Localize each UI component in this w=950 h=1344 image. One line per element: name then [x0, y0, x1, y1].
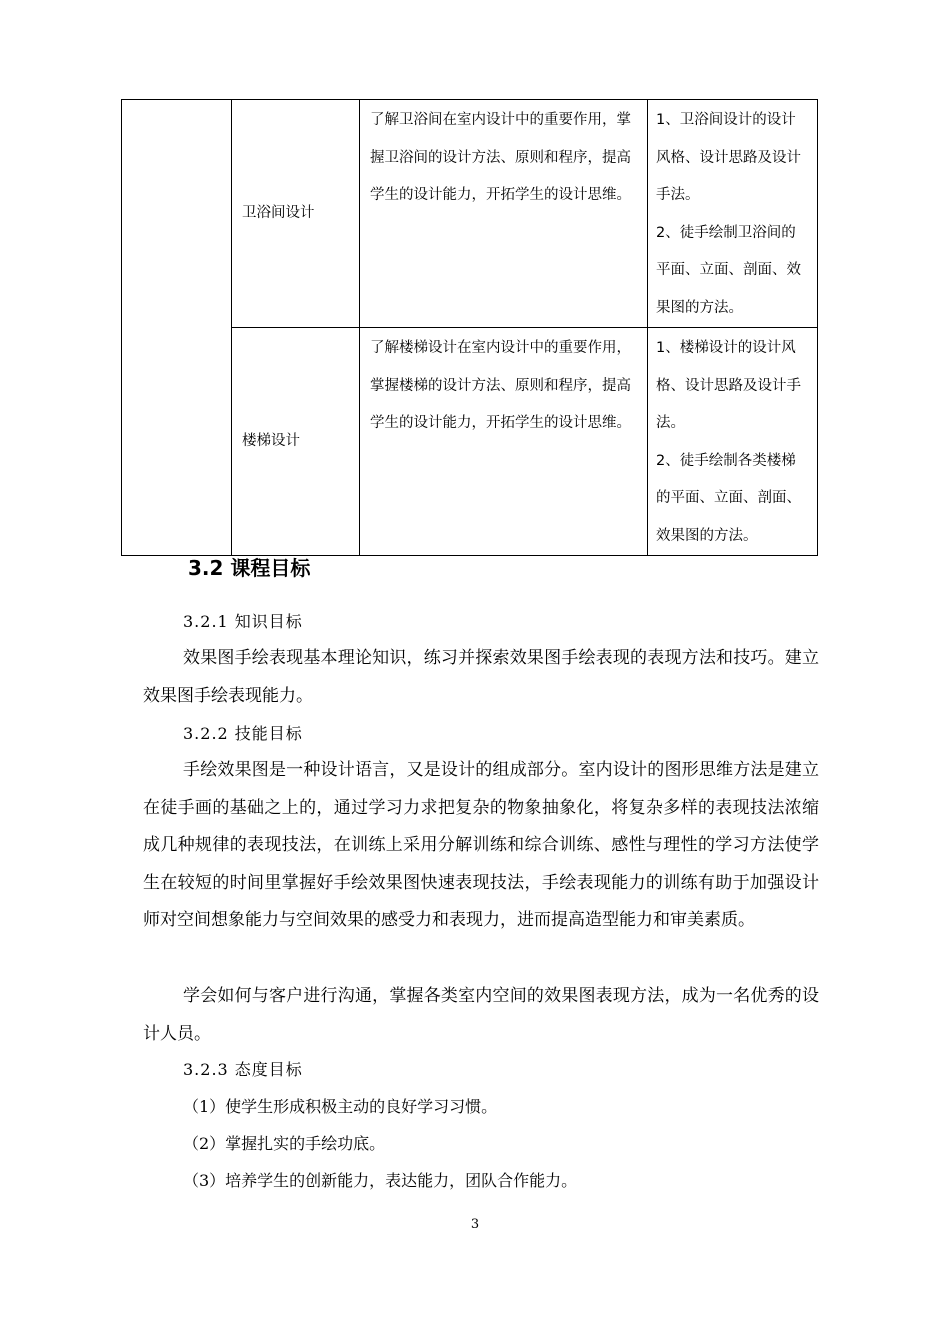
page-number: 3: [470, 1217, 480, 1232]
attitude-title: 3.2.3 态度目标: [183, 1060, 303, 1079]
section-heading: 3.2 课程目标: [188, 556, 311, 580]
knowledge-title: 3.2.1 知识目标: [183, 612, 303, 631]
table-cell-topic: [232, 328, 360, 556]
content-text: 1、楼梯设计的设计风格、设计思路及设计手法。: [656, 340, 801, 431]
skill-title: 3.2.2 技能目标: [183, 724, 303, 743]
table-cell-topic: [232, 100, 360, 328]
table-cell-goal: [360, 328, 648, 556]
skill-text-2: 学会如何与客户进行沟通，掌握各类室内空间的效果图表现方法，成为一名优秀的设计人员。: [143, 986, 819, 1044]
table-cell-empty: [122, 100, 232, 556]
topic-text: 楼梯设计: [242, 432, 300, 449]
attitude-item: （1）使学生形成积极主动的良好学习习惯。: [183, 1097, 498, 1116]
table-cell-goal: [360, 100, 648, 328]
content-text: 2、徒手绘制各类楼梯的平面、立面、剖面、效果图的方法。: [656, 452, 801, 544]
table-row: [122, 100, 818, 328]
course-content-table: [121, 99, 818, 556]
table-cell-content: [648, 328, 818, 556]
attitude-item: （3）培养学生的创新能力，表达能力，团队合作能力。: [183, 1171, 578, 1190]
skill-text-1: 手绘效果图是一种设计语言，又是设计的组成部分。室内设计的图形思维方法是建立在徒手画的基础之上的，通过学习力求把复杂的物象抽象化，将复杂多样的表现技法浓缩成几种规律的表现技法，在训练上采用分解训练和综合训练、感性与理性的学习方法使学生在较短的时间里掌握好手绘效果图快速表现技法，手绘表现能力的训练有助于加强设计师对空间想象能力与空间效果的感受力和表现力，进而提高造型能力和审美素质。: [143, 760, 819, 931]
table-cell-content: [648, 100, 818, 328]
goal-text: 了解楼梯设计在室内设计中的重要作用，掌握楼梯的设计方法、原则和程序，提高学生的设计能力，开拓学生的设计思维。: [370, 340, 631, 431]
knowledge-text: 效果图手绘表现基本理论知识，练习并探索效果图手绘表现的表现方法和技巧。建立效果图手绘表现能力。: [143, 648, 819, 706]
goal-text: 了解卫浴间在室内设计中的重要作用，掌握卫浴间的设计方法、原则和程序，提高学生的设计能力，开拓学生的设计思维。: [370, 112, 631, 203]
attitude-item: （2）掌握扎实的手绘功底。: [183, 1134, 386, 1153]
content-text: 1、卫浴间设计的设计风格、设计思路及设计手法。: [656, 112, 801, 203]
content-text: 2、徒手绘制卫浴间的平面、立面、剖面、效果图的方法。: [656, 224, 801, 316]
topic-text: 卫浴间设计: [242, 204, 315, 221]
